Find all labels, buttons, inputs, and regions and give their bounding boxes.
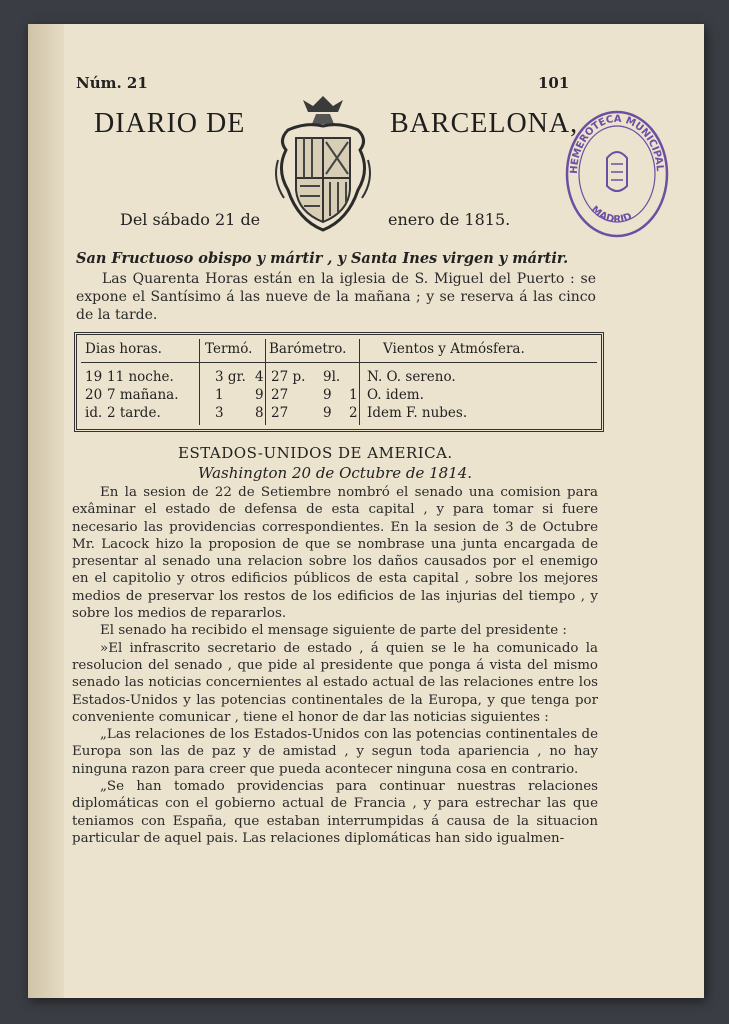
article-paragraph: „Las relaciones de los Estados-Unidos con las potencias continentales de Europa son las de paz y de amistad , y segun toda apariencia , no hay ninguna razon para creer que pueda acontecer ninguna cosa en contrario. <box>72 727 598 777</box>
weather-row-baro-lines: 9 <box>323 405 332 421</box>
article-dateline: Washington 20 de Octubre de 1814. <box>198 464 473 482</box>
masthead-title-right: BARCELONA, <box>390 108 579 139</box>
weather-table <box>74 332 604 432</box>
weather-row-hour: 2 tarde. <box>107 405 161 421</box>
weather-row-baro-inches: 27 <box>271 387 289 403</box>
weather-row-winds: O. idem. <box>367 387 424 403</box>
article-paragraph: „Se han tomado providencias para continuar nuestras relaciones diplomáticas con el gobierno actual de Francia , y para estrechar las que teniamos con España, que estaban interrumpidas á causa de la situacion particular de aquel pais. Las relaciones diplomáticas han sido igualmen- <box>72 779 598 846</box>
date-line-right: enero de 1815. <box>388 210 511 229</box>
article-paragraph: El senado ha recibido el mensage siguiente de parte del presidente : <box>100 623 567 639</box>
stamp-text-bottom: MADRID <box>588 204 634 226</box>
weather-row-baro-points: 1 <box>349 387 358 403</box>
weather-row-thermo-degrees: 1 <box>215 387 224 403</box>
date-line-left: Del sábado 21 de <box>120 210 261 229</box>
weather-row-thermo-tenths: 8 <box>255 405 264 421</box>
svg-text:MADRID <box>589 204 634 225</box>
svg-text:HEMEROTECA MUNICIPAL <box>569 114 665 174</box>
newspaper-page <box>28 24 704 998</box>
weather-row-thermo-tenths: 9 <box>255 387 264 403</box>
weather-header-barometer: Barómetro. <box>269 341 347 357</box>
weather-row-hour: 7 mañana. <box>107 387 179 403</box>
weather-header-days: Dias horas. <box>85 341 162 357</box>
weather-row-day: 19 <box>85 369 103 385</box>
weather-row-thermo-degrees: 3 <box>215 405 224 421</box>
table-divider <box>359 339 360 425</box>
section-title: ESTADOS-UNIDOS DE AMERICA. <box>178 444 453 462</box>
weather-row-baro-points: 2 <box>349 405 358 421</box>
page-binding-edge <box>28 24 64 998</box>
weather-row-baro-inches: 27 p. <box>271 369 306 385</box>
weather-header-winds: Vientos y Atmósfera. <box>383 341 525 357</box>
saints-of-the-day: San Fructuoso obispo y mártir , y Santa Ines virgen y mártir. <box>76 250 569 267</box>
weather-row-thermo-degrees: 3 gr. <box>215 369 246 385</box>
table-header-rule <box>81 362 597 363</box>
weather-row-baro-lines: 9l. <box>323 369 341 385</box>
coat-of-arms-icon <box>268 90 378 240</box>
library-stamp-icon <box>561 102 671 242</box>
article-paragraph: »El infrascrito secretario de estado , á quien se le ha comunicado la resolucion del senado , que pide al presidente que ponga á vista del mismo senado las noticias concernientes al estado actual de las relaciones entre los Estados-Unidos y las potencias continentales de la Europa, y que tenga por conveniente comunicar , tiene el honor de dar las noticias siguientes : <box>72 640 598 725</box>
page-number: 101 <box>538 74 570 92</box>
table-divider <box>265 339 266 425</box>
weather-row-day: 20 <box>85 387 103 403</box>
announcement-paragraph: Las Quarenta Horas están en la iglesia de S. Miguel del Puerto : se expone el Santísimo á las nueve de la mañana ; y se reserva á las cinco de la tarde. <box>76 271 596 323</box>
article-body <box>72 484 598 847</box>
stamp-text-top: HEMEROTECA MUNICIPAL <box>568 113 665 175</box>
weather-row-thermo-tenths: 4 <box>255 369 264 385</box>
masthead-title-left: DIARIO DE <box>94 108 246 139</box>
weather-row-hour: 11 noche. <box>107 369 174 385</box>
issue-number: Núm. 21 <box>76 74 148 92</box>
weather-header-thermometer: Termó. <box>205 341 253 357</box>
weather-row-baro-lines: 9 <box>323 387 332 403</box>
weather-row-baro-inches: 27 <box>271 405 289 421</box>
weather-row-winds: Idem F. nubes. <box>367 405 468 421</box>
article-paragraph: En la sesion de 22 de Setiembre nombró el senado una comision para exâminar el estado de defensa de esta capital , y para tomar si fuere necesario las providencias correspondientes. En la sesion de 3 de Octubre Mr. Lacock hizo la proposion de que se nombrase una junta encargada de presentar al senado una relacion sobre los daños causados por el enemigo en el capitolio y otros edificios públicos de esta capital , sobre los mejores medios de preservar los restos de los edificios de las injurias del tiempo , y sobre los medios de repararlos. <box>72 485 598 622</box>
weather-row-day: id. <box>85 405 103 421</box>
table-divider <box>199 339 200 425</box>
weather-row-winds: N. O. sereno. <box>367 369 456 385</box>
